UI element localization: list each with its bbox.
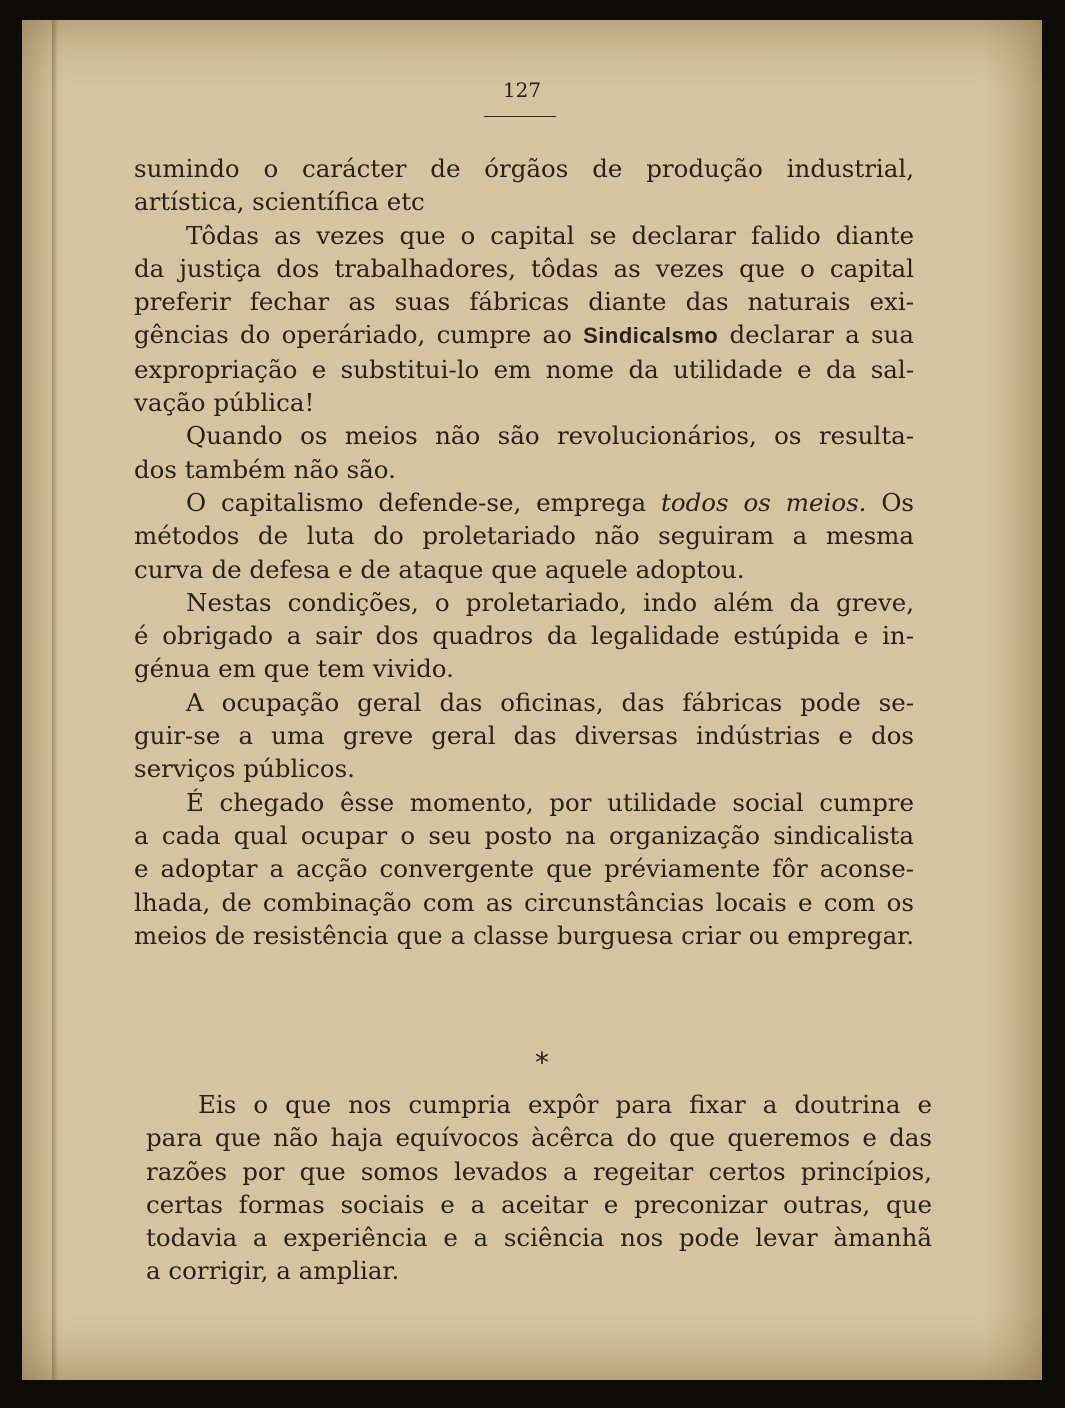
text-line: razões por que somos levados a regeitar certos princípios, [146, 1156, 932, 1186]
text-line: Quando os meios não são revolucionários, os resulta- [186, 421, 914, 451]
text-line: e adoptar a acção convergente que préviamente fôr aconse- [134, 854, 914, 884]
text-line-with-emphasis [134, 318, 914, 352]
text-line: meios de resistência que a classe burguesa criar ou empregar. [134, 920, 914, 950]
closing-text [146, 1088, 932, 1288]
text-line: génua em que tem vivido. [134, 654, 454, 684]
text-line: Nestas condições, o proletariado, indo além da greve, [186, 587, 914, 617]
text-line: dos também não são. [134, 454, 396, 484]
sindicalismo-word: Sindicalsmo [583, 323, 719, 349]
text-fragment: O capitalismo defende-se, emprega [186, 487, 662, 517]
text-line: métodos de luta do proletariado não seguiram a mesma [134, 521, 914, 551]
text-line: serviços públicos. [134, 754, 355, 784]
text-line: certas formas sociais e a aceitar e preconizar outras, que [146, 1189, 932, 1219]
paragraph [134, 686, 914, 786]
text-line-with-italic [134, 486, 914, 519]
text-fragment: declarar a sua [718, 320, 914, 350]
text-line: é obrigado a sair dos quadros da legalidade estúpida e in- [134, 621, 914, 651]
paragraph [134, 219, 914, 420]
text-line: preferir fechar as suas fábricas diante das naturais exi- [134, 287, 914, 317]
text-line: todavia a experiência e a sciência nos pode levar àmanhã [146, 1223, 932, 1253]
text-line: expropriação e substitui-lo em nome da utilidade e da sal- [134, 354, 914, 384]
text-line: Eis o que nos cumpria expôr para fixar a doutrina e [198, 1090, 932, 1119]
italic-phrase: todos os meios. [661, 487, 867, 517]
text-line: a cada qual ocupar o seu posto na organização sindicalista [134, 820, 914, 850]
book-page [22, 20, 1042, 1380]
text-line: É chegado êsse momento, por utilidade social cumpre [186, 787, 914, 817]
text-line: sumindo o carácter de órgãos de produção industrial, [134, 154, 914, 183]
text-fragment: gências do operáriado, cumpre ao [134, 320, 584, 350]
paragraph [134, 486, 914, 586]
text-line: guir-se a uma greve geral das diversas indústrias e dos [134, 721, 914, 751]
paragraph [134, 419, 914, 486]
text-line: a corrigir, a ampliar. [146, 1256, 400, 1286]
text-line: lhada, de combinação com as circunstâncias locais e com os [134, 887, 914, 917]
text-line: vação pública! [134, 388, 315, 418]
page-number: 127 [502, 78, 542, 102]
page-gutter-shadow [52, 20, 58, 1380]
paragraph [146, 1088, 932, 1288]
header-rule [484, 116, 556, 117]
text-line: curva de defesa e de ataque que aquele adoptou. [134, 554, 745, 584]
text-line: artística, scientífica etc [134, 187, 425, 217]
paragraph [134, 152, 914, 219]
section-separator: * [535, 1046, 549, 1079]
text-line: A ocupação geral das oficinas, das fábricas pode se- [186, 687, 914, 717]
text-fragment: Os [866, 487, 915, 517]
paragraph [134, 586, 914, 686]
text-line: da justiça dos trabalhadores, tôdas as vezes que o capital [134, 253, 914, 283]
text-line: para que não haja equívocos àcêrca do que queremos e das [146, 1123, 932, 1153]
body-text [134, 152, 914, 952]
text-line: Tôdas as vezes que o capital se declarar falido diante [186, 220, 914, 250]
paragraph [134, 786, 914, 952]
